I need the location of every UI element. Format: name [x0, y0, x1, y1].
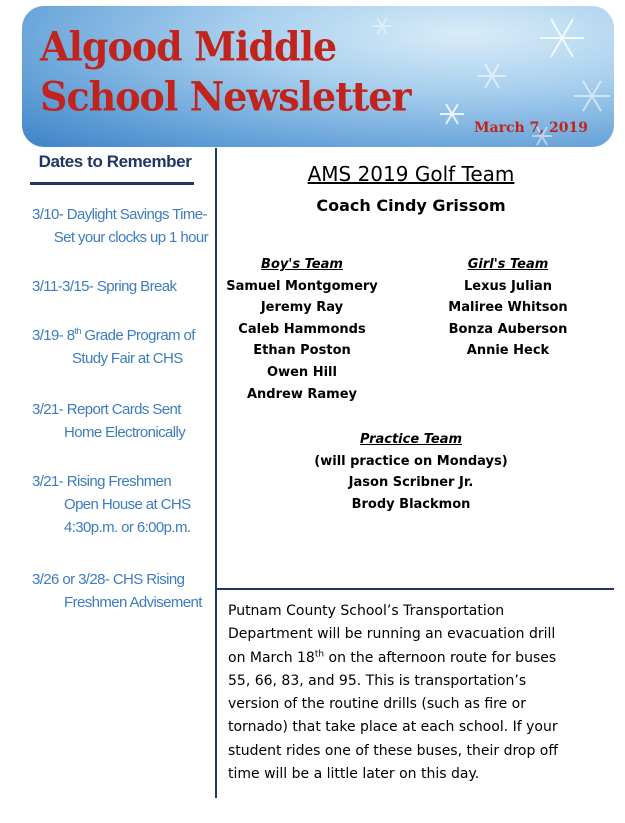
date-item-line: 3/21- Rising Freshmen — [32, 473, 172, 490]
newsletter-title-line1: Algood Middle — [40, 22, 337, 71]
team-member: Bonza Auberson — [448, 321, 568, 337]
team-member: Caleb Hammonds — [238, 321, 366, 337]
team-member: Lexus Julian — [463, 278, 553, 294]
date-item-line: Home Electronically — [64, 424, 186, 441]
date-item-line: 3/21- Report Cards Sent — [32, 401, 181, 418]
team-member: Annie Heck — [466, 343, 550, 359]
boys-team-heading: Boy's Team — [261, 257, 343, 272]
date-item-line: 3/10- Daylight Savings Time- — [32, 206, 207, 223]
date-item-line: Open House at CHS — [64, 496, 191, 513]
team-member: Ethan Poston — [253, 343, 351, 359]
date-item-daylight-savings — [32, 203, 216, 249]
team-member: Maliree Whitson — [448, 300, 568, 316]
practice-team-heading: Practice Team — [359, 432, 463, 447]
notice-line: Putnam County School’s Transportation — [228, 603, 505, 619]
date-item-grade-program — [32, 324, 216, 370]
date-item-rising-freshmen — [32, 470, 216, 539]
sidebar-divider — [30, 182, 194, 185]
team-member: Brody Blackmon — [351, 496, 471, 512]
newsletter-banner — [22, 6, 614, 147]
girls-team-heading: Girl's Team — [467, 257, 549, 272]
team-member: Jeremy Ray — [260, 300, 344, 316]
boys-team-list — [222, 254, 382, 405]
newsletter-title-line2: School Newsletter — [40, 72, 411, 121]
notice-line: on March 18th on the afternoon route for buses — [228, 648, 557, 666]
transportation-notice — [228, 600, 608, 786]
girls-team-list — [428, 254, 588, 362]
notice-line: version of the routine drills (such as fire or — [228, 696, 526, 713]
date-item-line: 3/11-3/15- Spring Break — [32, 278, 177, 295]
dates-to-remember-heading: Dates to Remember — [38, 152, 192, 171]
date-item-line: 3/26 or 3/28- CHS Rising — [32, 571, 185, 588]
date-item-chs-advisement — [32, 568, 216, 614]
section-divider — [217, 588, 614, 590]
team-member: Jason Scribner Jr. — [348, 475, 474, 491]
issue-date: March 7, 2019 — [474, 120, 588, 136]
notice-line: time will be a little later on this day. — [228, 766, 480, 783]
golf-team-title: AMS 2019 Golf Team — [307, 162, 515, 186]
date-item-line: Study Fair at CHS — [72, 350, 183, 367]
practice-note: (will practice on Mondays) — [314, 453, 508, 469]
date-item-spring-break — [32, 275, 216, 298]
notice-line: student rides one of these buses, their drop off — [228, 742, 559, 759]
date-item-line: Set your clocks up 1 hour — [53, 229, 208, 246]
practice-team-list — [217, 429, 605, 515]
date-item-line: Freshmen Advisement — [64, 594, 202, 611]
notice-line: tornado) that take place at each school. If your — [228, 719, 558, 736]
team-member: Owen Hill — [267, 364, 337, 380]
notice-line: 55, 66, 83, and 95. This is transportation’s — [228, 672, 527, 689]
golf-coach: Coach Cindy Grissom — [316, 196, 506, 215]
date-item-line: 4:30p.m. or 6:00p.m. — [64, 519, 191, 536]
team-member: Samuel Montgomery — [226, 278, 378, 294]
date-item-line: 3/19- 8th Grade Program of — [32, 326, 195, 344]
notice-line: Department will be running an evacuation drill — [228, 626, 556, 643]
team-member: Andrew Ramey — [246, 386, 357, 402]
date-item-report-cards — [32, 398, 216, 444]
